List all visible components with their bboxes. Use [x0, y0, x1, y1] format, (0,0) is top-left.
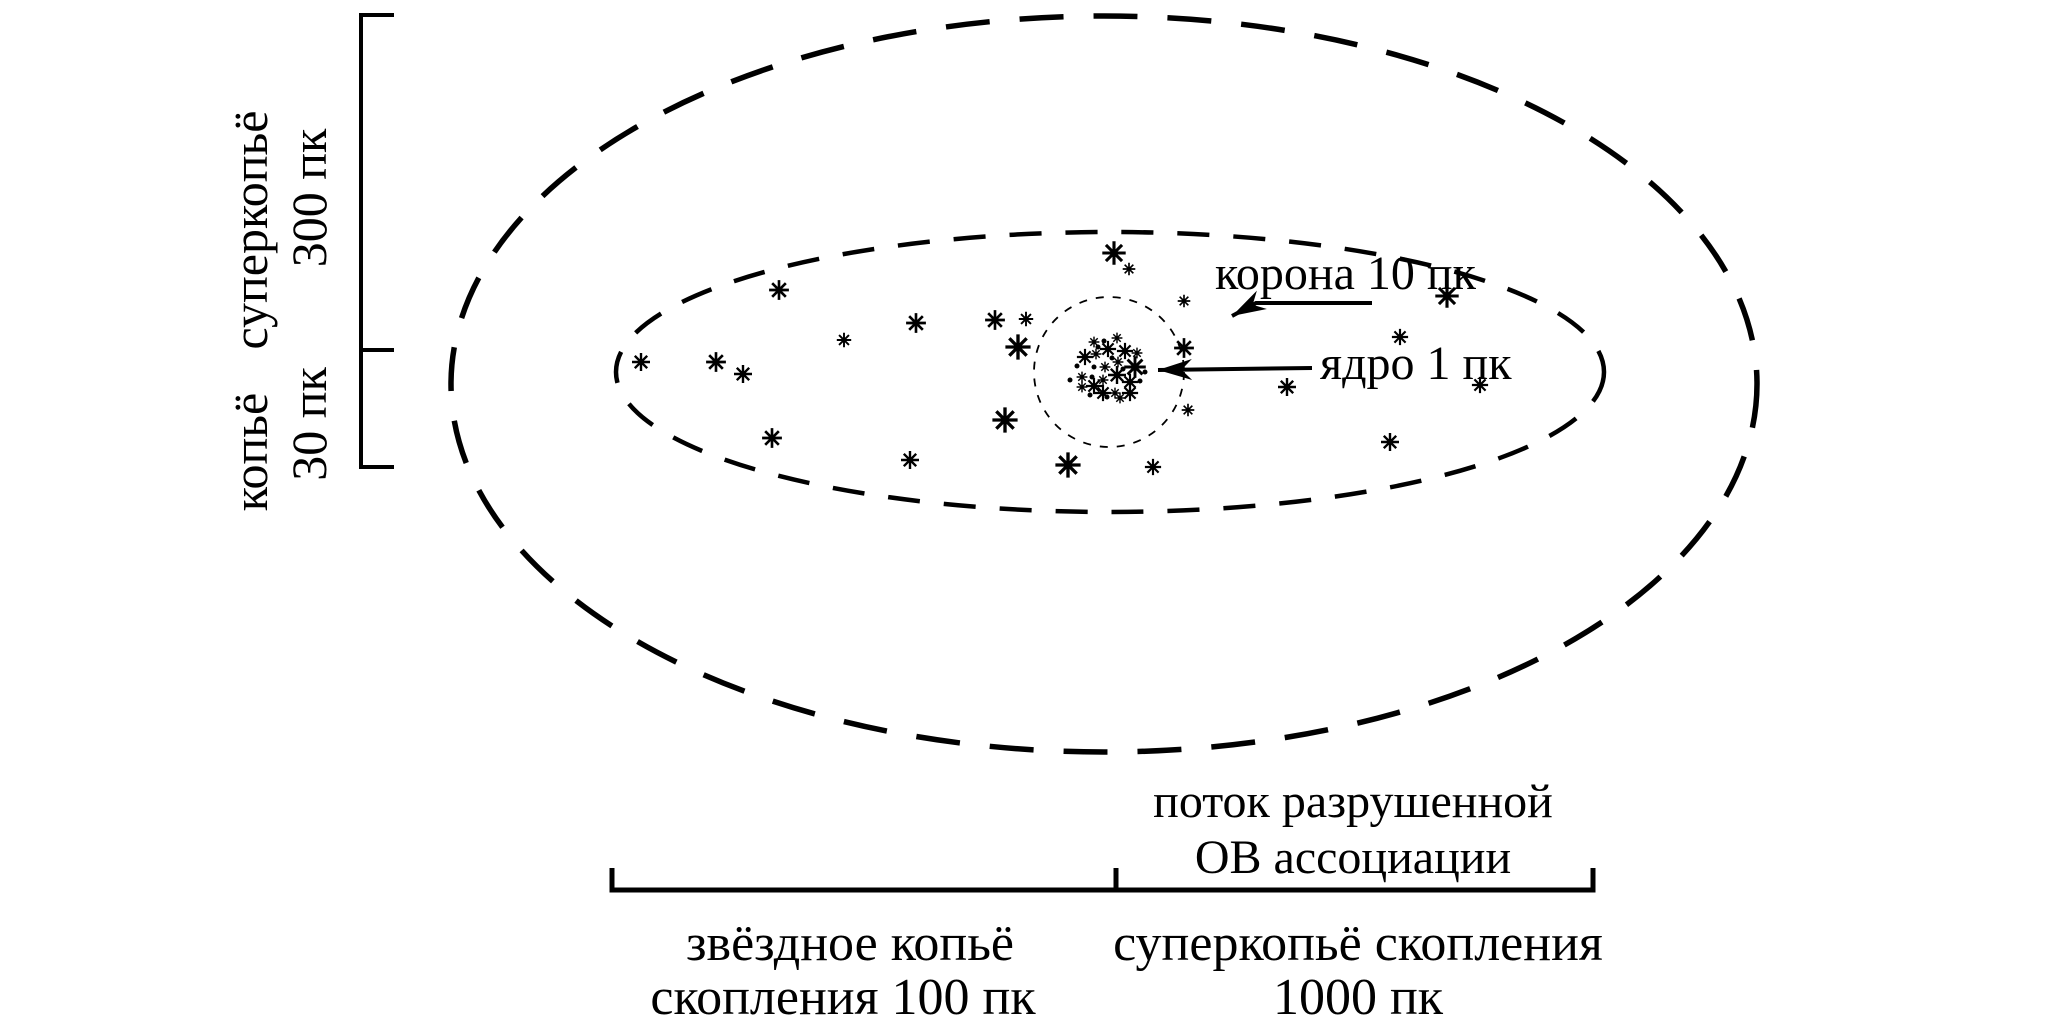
- core-star-icon: [1112, 333, 1123, 344]
- halo-scale-label-line1: звёздное копьё: [685, 915, 1015, 972]
- field-star-icon: [762, 428, 782, 448]
- field-star-icon: [901, 451, 919, 469]
- core-star-dot: [1075, 364, 1080, 369]
- core-star-dot: [1110, 356, 1115, 361]
- field-star-icon: [1145, 459, 1161, 475]
- field-star-icon: [632, 353, 650, 371]
- core-star-dot: [1102, 339, 1107, 344]
- corona-annotation: корона 10 пк: [1215, 247, 1476, 300]
- field-star-icon: [1102, 241, 1125, 264]
- field-star-icon: [1174, 338, 1194, 358]
- stream-note-line2: OB ассоциации: [1194, 831, 1512, 884]
- stream-note-line1: поток разрушенной: [1153, 775, 1553, 828]
- field-star-icon: [734, 365, 752, 383]
- core-annotation: ядро 1 пк: [1320, 337, 1512, 390]
- field-star-icon: [1178, 295, 1191, 308]
- halo-axis-label: копьё: [222, 392, 278, 512]
- left-scale-bracket: [361, 15, 394, 467]
- core-arrow: [1158, 368, 1312, 370]
- superhalo-axis-label: суперкопьё: [222, 110, 278, 350]
- superhalo-scale-label-line2: 1000 пк: [1272, 969, 1444, 1026]
- core-star-icon: [1077, 349, 1093, 365]
- core-star-dot: [1105, 395, 1110, 400]
- core-star-dot: [1068, 378, 1073, 383]
- core-star-icon: [1077, 372, 1088, 383]
- core-star-icon: [1124, 356, 1146, 378]
- superhalo-scale-label-line1: суперкопьё скопления: [1113, 915, 1603, 972]
- core-star-icon: [1100, 341, 1116, 357]
- field-star-icon: [1381, 433, 1399, 451]
- field-star-icon: [1182, 404, 1195, 417]
- core-star-dot: [1092, 365, 1097, 370]
- field-star-icon: [1055, 452, 1080, 477]
- corona-arrow: [1232, 303, 1372, 316]
- corona-circle: [1034, 297, 1184, 447]
- superhalo-ellipse: [451, 16, 1757, 752]
- core-stars-layer: [1068, 333, 1148, 404]
- superhalo-size-label: 300 пк: [281, 128, 337, 268]
- field-star-icon: [706, 352, 726, 372]
- core-star-dot: [1143, 370, 1148, 375]
- core-star-dot: [1096, 345, 1101, 350]
- field-star-icon: [1019, 312, 1033, 326]
- halo-scale-label-line2: скопления 100 пк: [650, 969, 1036, 1026]
- core-star-icon: [1132, 348, 1143, 359]
- core-star-dot: [1088, 393, 1093, 398]
- field-star-icon: [906, 313, 926, 333]
- field-star-icon: [992, 407, 1017, 432]
- field-star-icon: [1123, 263, 1136, 276]
- core-star-dot: [1138, 379, 1143, 384]
- field-star-icon: [769, 280, 789, 300]
- core-star-icon: [1098, 375, 1109, 386]
- core-star-icon: [1077, 382, 1088, 393]
- field-star-icon: [1005, 334, 1030, 359]
- core-star-icon: [1117, 343, 1133, 359]
- core-star-dot: [1121, 367, 1126, 372]
- halo-size-label: 30 пк: [281, 367, 337, 481]
- field-star-icon: [837, 333, 851, 347]
- field-star-icon: [1278, 378, 1296, 396]
- core-star-icon: [1100, 362, 1111, 373]
- field-star-icon: [985, 310, 1005, 330]
